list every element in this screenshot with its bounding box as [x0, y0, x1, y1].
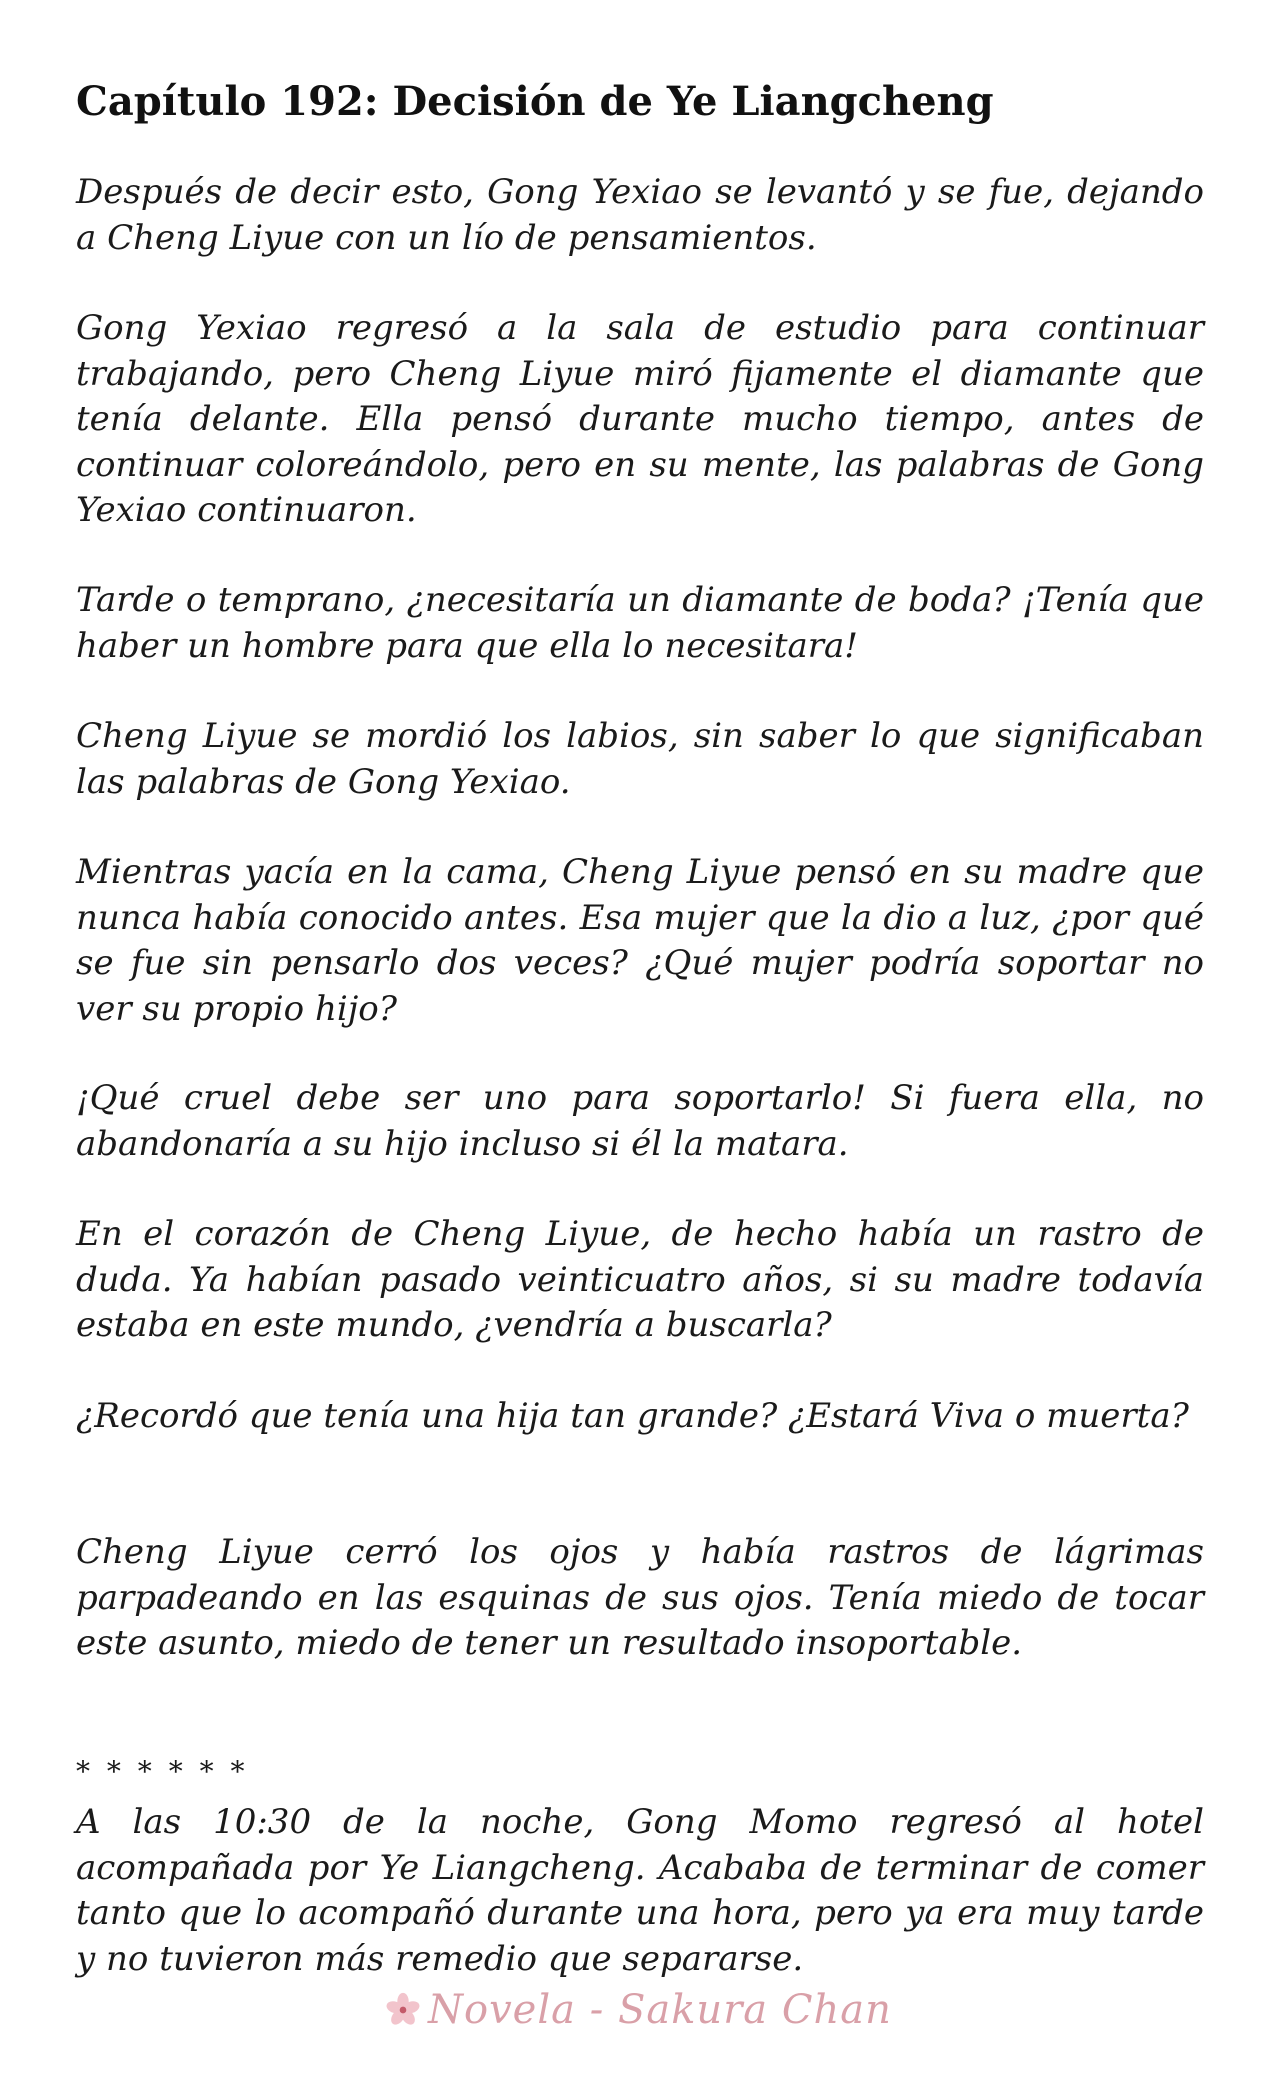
paragraph: ¡Qué cruel debe ser uno para soportarlo! Si fuera ella, no abandonaría a su hijo incluso si él la matara. — [76, 1078, 1204, 1164]
paragraph: ¿Recordó que tenía una hija tan grande? ¿Estará Viva o muerta? — [76, 1396, 1189, 1436]
paragraph: A las 10:30 de la noche, Gong Momo regresó al hotel acompañada por Ye Liangcheng. Acababa de terminar de comer tanto que lo acompañó durante una hora, pero ya era muy tarde y no tuvieron más remedio que separarse. — [76, 1802, 1204, 1979]
paragraph: Gong Yexiao regresó a la sala de estudio para continuar trabajando, pero Cheng Liyue miró fijamente el diamante que tenía delante. Ella pensó durante mucho tiempo, antes de continuar coloreándolo, pero en su mente, las palabras de Gong Yexiao continuaron. — [76, 308, 1204, 530]
paragraph: Mientras yacía en la cama, Cheng Liyue pensó en su madre que nunca había conocido antes. Esa mujer que la dio a luz, ¿por qué se fue sin pensarlo dos veces? ¿Qué mujer podría soportar no ver su propio hijo? — [76, 852, 1204, 1029]
watermark-text: Novela - Sakura Chan — [428, 1987, 892, 2033]
paragraph: Cheng Liyue se mordió los labios, sin saber lo que significaban las palabras de Gong Yexiao. — [76, 716, 1204, 802]
chapter-title: Capítulo 192: Decisión de Ye Liangcheng — [76, 78, 994, 125]
paragraph: En el corazón de Cheng Liyue, de hecho había un rastro de duda. Ya habían pasado veinticuatro años, si su madre todavía estaba en este mundo, ¿vendría a buscarla? — [76, 1214, 1204, 1345]
sakura-flower-icon — [384, 1991, 422, 2029]
paragraph: Tarde o temprano, ¿necesitaría un diamante de boda? ¡Tenía que haber un hombre para que ella lo necesitara! — [76, 580, 1204, 666]
paragraph: Después de decir esto, Gong Yexiao se levantó y se fue, dejando a Cheng Liyue con un lío de pensamientos. — [76, 172, 1204, 258]
section-separator: * * * * * * — [76, 1755, 249, 1788]
watermark — [384, 1982, 892, 2038]
paragraph: Cheng Liyue cerró los ojos y había rastros de lágrimas parpadeando en las esquinas de sus ojos. Tenía miedo de tocar este asunto, miedo de tener un resultado insoportable. — [76, 1532, 1204, 1663]
